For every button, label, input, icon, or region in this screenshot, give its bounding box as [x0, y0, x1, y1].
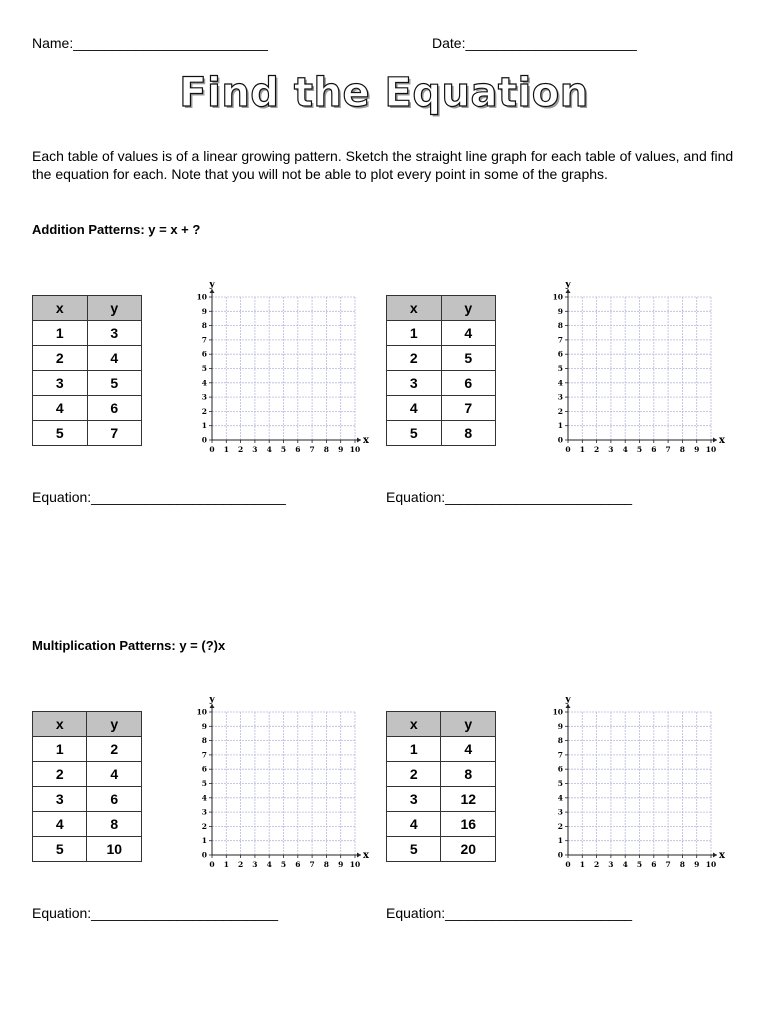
x-tick-label: 7	[665, 445, 671, 454]
x-tick-label: 5	[636, 860, 643, 869]
y-tick-label: 4	[557, 378, 563, 388]
x-tick-label: 9	[694, 445, 700, 454]
x-tick-label: 2	[593, 445, 600, 454]
x-tick-label: 9	[338, 860, 344, 869]
x-axis-label: x	[719, 435, 725, 446]
table-cell: 3	[387, 787, 441, 812]
table-row	[33, 837, 142, 862]
table-cell: 5	[387, 421, 442, 446]
table-cell: 1	[387, 321, 442, 346]
x-tick-label: 1	[223, 860, 229, 869]
x-tick-label: 5	[280, 860, 287, 869]
x-axis-arrow	[357, 438, 361, 443]
table-header-y: y	[87, 296, 142, 321]
table-cell: 3	[33, 371, 88, 396]
table-row	[387, 346, 496, 371]
x-tick-label: 6	[295, 860, 301, 869]
y-tick-label: 0	[557, 435, 563, 445]
x-tick-label: 10	[349, 445, 361, 454]
blank-coordinate-grid[interactable]	[190, 282, 370, 458]
x-tick-label: 0	[209, 445, 215, 454]
table-cell: 4	[87, 346, 142, 371]
x-tick-label: 3	[252, 860, 258, 869]
x-tick-label: 10	[349, 860, 361, 869]
table-row	[387, 787, 496, 812]
x-tick-label: 8	[679, 445, 686, 454]
x-axis-arrow	[357, 853, 361, 858]
y-tick-label: 7	[557, 335, 563, 345]
value-table	[32, 711, 142, 862]
table-header-y: y	[441, 712, 496, 737]
y-axis-label: y	[209, 282, 215, 290]
table-row	[33, 762, 142, 787]
y-tick-label: 2	[201, 821, 207, 831]
y-axis-label: y	[209, 697, 215, 705]
table-cell: 12	[441, 787, 496, 812]
y-tick-label: 3	[557, 392, 563, 402]
table-cell: 5	[33, 421, 88, 446]
table-row	[387, 762, 496, 787]
x-tick-label: 0	[565, 445, 571, 454]
y-tick-label: 4	[201, 793, 207, 803]
x-tick-label: 3	[252, 445, 258, 454]
y-tick-label: 6	[557, 349, 563, 359]
blank-coordinate-grid[interactable]	[546, 697, 726, 873]
y-tick-label: 10	[552, 292, 563, 302]
y-tick-label: 8	[557, 736, 563, 746]
table-cell: 4	[387, 396, 442, 421]
instructions: Each table of values is of a linear growing pattern. Sketch the straight line graph for each table of values, and find the equation for each. Note that you will not be able to plot every point in some of the graphs.	[32, 148, 734, 182]
table-cell: 5	[441, 346, 496, 371]
y-tick-label: 5	[201, 364, 207, 373]
table-cell: 7	[87, 421, 142, 446]
value-table	[386, 711, 496, 862]
table-cell: 16	[441, 812, 496, 837]
y-tick-label: 9	[201, 721, 207, 731]
y-axis-label: y	[565, 282, 571, 290]
y-tick-label: 4	[557, 793, 563, 803]
x-tick-label: 7	[665, 860, 671, 869]
y-tick-label: 3	[557, 807, 563, 817]
x-tick-label: 1	[579, 860, 585, 869]
y-tick-label: 3	[201, 392, 207, 402]
y-tick-label: 7	[201, 335, 207, 345]
table-row	[33, 346, 142, 371]
y-tick-label: 2	[557, 406, 563, 416]
table-row	[387, 812, 496, 837]
name-field[interactable]: Name:_________________________	[32, 35, 268, 51]
y-tick-label: 8	[201, 321, 207, 331]
y-axis-label: y	[565, 697, 571, 705]
table-header-x: x	[387, 712, 441, 737]
x-axis-label: x	[363, 850, 369, 861]
table-cell: 5	[87, 371, 142, 396]
value-table	[386, 295, 496, 446]
x-tick-label: 3	[608, 445, 614, 454]
y-tick-label: 7	[557, 750, 563, 760]
table-cell: 2	[387, 346, 442, 371]
x-tick-label: 5	[280, 445, 287, 454]
table-cell: 7	[441, 396, 496, 421]
value-table	[32, 295, 142, 446]
y-tick-label: 0	[557, 850, 563, 860]
x-tick-label: 6	[651, 860, 657, 869]
x-axis-label: x	[363, 435, 369, 446]
y-tick-label: 5	[557, 364, 563, 373]
x-tick-label: 4	[622, 445, 628, 454]
table-row	[33, 812, 142, 837]
y-tick-label: 5	[201, 779, 207, 788]
y-tick-label: 7	[201, 750, 207, 760]
page-title: Find the Equation	[179, 70, 589, 116]
y-tick-label: 6	[201, 349, 207, 359]
table-cell: 3	[87, 321, 142, 346]
equation-field[interactable]: Equation:________________________	[32, 905, 279, 921]
y-tick-label: 1	[557, 421, 563, 431]
y-tick-label: 0	[201, 850, 207, 860]
table-row	[387, 421, 496, 446]
y-tick-label: 3	[201, 807, 207, 817]
y-tick-label: 2	[557, 821, 563, 831]
x-tick-label: 3	[608, 860, 614, 869]
table-cell: 4	[387, 812, 441, 837]
x-tick-label: 4	[622, 860, 628, 869]
x-tick-label: 5	[636, 445, 643, 454]
table-cell: 3	[387, 371, 442, 396]
table-row	[387, 837, 496, 862]
x-tick-label: 4	[266, 445, 272, 454]
x-tick-label: 7	[309, 445, 315, 454]
x-axis-label: x	[719, 850, 725, 861]
table-cell: 8	[87, 812, 142, 837]
x-tick-label: 6	[295, 445, 301, 454]
table-header-x: x	[33, 712, 87, 737]
y-tick-label: 1	[201, 836, 207, 846]
x-tick-label: 10	[705, 860, 717, 869]
table-cell: 4	[33, 812, 87, 837]
table-header-x: x	[33, 296, 88, 321]
table-row	[387, 396, 496, 421]
table-row	[33, 421, 142, 446]
table-cell: 8	[441, 421, 496, 446]
table-row	[33, 396, 142, 421]
equation-field[interactable]: Equation:_________________________	[32, 489, 286, 505]
date-field[interactable]: Date:______________________	[432, 35, 637, 51]
y-tick-label: 6	[201, 764, 207, 774]
x-tick-label: 2	[237, 445, 244, 454]
table-header-y: y	[87, 712, 142, 737]
table-row	[387, 371, 496, 396]
table-row	[387, 737, 496, 762]
section-heading-multiplication: Multiplication Patterns: y = (?)x	[32, 638, 226, 653]
blank-coordinate-grid[interactable]	[190, 697, 370, 873]
y-tick-label: 9	[557, 721, 563, 731]
x-tick-label: 1	[223, 445, 229, 454]
x-tick-label: 9	[338, 445, 344, 454]
x-tick-label: 9	[694, 860, 700, 869]
table-cell: 6	[87, 787, 142, 812]
table-cell: 2	[33, 346, 88, 371]
table-cell: 10	[87, 837, 142, 862]
y-tick-label: 8	[557, 321, 563, 331]
x-axis-arrow	[713, 438, 717, 443]
blank-coordinate-grid[interactable]	[546, 282, 726, 458]
equation-field[interactable]: Equation:________________________	[386, 489, 633, 505]
table-cell: 5	[33, 837, 87, 862]
y-tick-label: 2	[201, 406, 207, 416]
table-cell: 2	[33, 762, 87, 787]
table-cell: 1	[33, 737, 87, 762]
table-cell: 4	[441, 321, 496, 346]
x-tick-label: 4	[266, 860, 272, 869]
table-cell: 1	[33, 321, 88, 346]
x-tick-label: 2	[593, 860, 600, 869]
y-tick-label: 5	[557, 779, 563, 788]
table-cell: 20	[441, 837, 496, 862]
table-cell: 2	[387, 762, 441, 787]
x-tick-label: 2	[237, 860, 244, 869]
table-cell: 6	[441, 371, 496, 396]
y-tick-label: 0	[201, 435, 207, 445]
table-row	[387, 321, 496, 346]
x-tick-label: 8	[679, 860, 686, 869]
table-cell: 8	[441, 762, 496, 787]
table-cell: 3	[33, 787, 87, 812]
x-tick-label: 0	[209, 860, 215, 869]
table-row	[33, 787, 142, 812]
section-heading-addition: Addition Patterns: y = x + ?	[32, 222, 201, 237]
y-tick-label: 10	[196, 292, 207, 302]
table-cell: 5	[387, 837, 441, 862]
table-cell: 4	[33, 396, 88, 421]
table-cell: 1	[387, 737, 441, 762]
x-tick-label: 8	[323, 445, 330, 454]
table-row	[33, 737, 142, 762]
x-tick-label: 6	[651, 445, 657, 454]
x-tick-label: 1	[579, 445, 585, 454]
y-tick-label: 6	[557, 764, 563, 774]
table-cell: 6	[87, 396, 142, 421]
y-tick-label: 10	[196, 707, 207, 717]
y-tick-label: 4	[201, 378, 207, 388]
y-tick-label: 1	[201, 421, 207, 431]
x-tick-label: 8	[323, 860, 330, 869]
x-axis-arrow	[713, 853, 717, 858]
x-tick-label: 0	[565, 860, 571, 869]
table-cell: 4	[87, 762, 142, 787]
table-cell: 4	[441, 737, 496, 762]
y-tick-label: 1	[557, 836, 563, 846]
table-header-x: x	[387, 296, 442, 321]
x-tick-label: 10	[705, 445, 717, 454]
table-header-y: y	[441, 296, 496, 321]
y-tick-label: 9	[201, 306, 207, 316]
y-tick-label: 10	[552, 707, 563, 717]
table-row	[33, 371, 142, 396]
equation-field[interactable]: Equation:________________________	[386, 905, 633, 921]
y-tick-label: 9	[557, 306, 563, 316]
y-tick-label: 8	[201, 736, 207, 746]
table-cell: 2	[87, 737, 142, 762]
x-tick-label: 7	[309, 860, 315, 869]
table-row	[33, 321, 142, 346]
